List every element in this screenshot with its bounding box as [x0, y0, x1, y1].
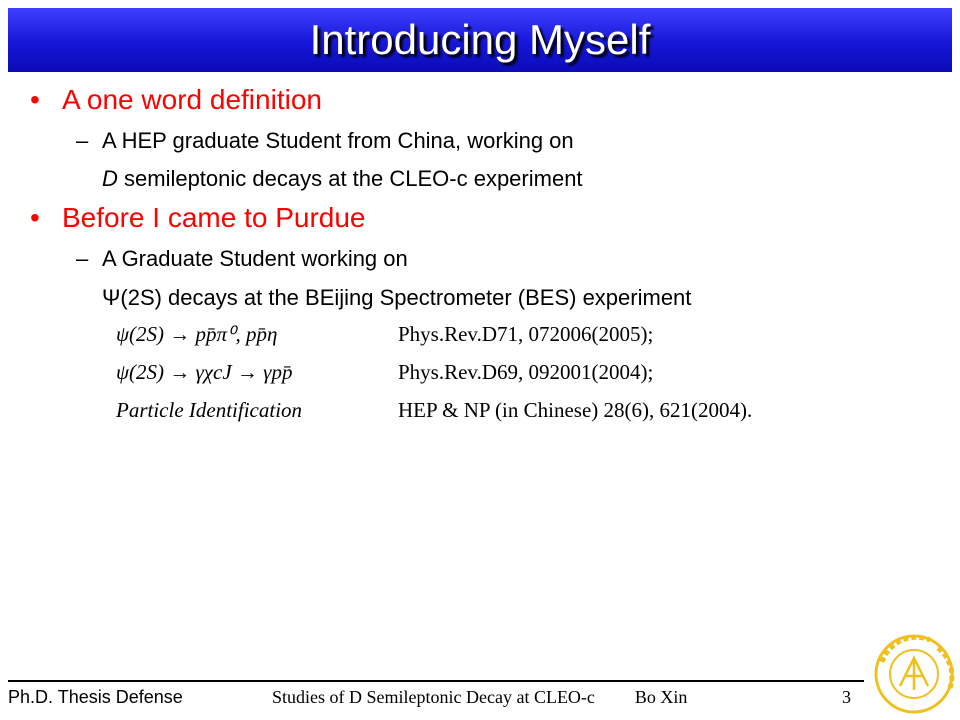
sub-bullet-2-continuation: Ψ(2S) decays at the BEijing Spectrometer (BES) experiment: [102, 285, 692, 310]
slide-title: Introducing Myself: [309, 16, 651, 63]
purdue-university-seal-icon: [872, 632, 956, 716]
reference-formula: ψ(2S) → pp̄π⁰, pp̄η: [116, 322, 278, 346]
footer-talk-title: [272, 687, 687, 708]
reference-row: [116, 322, 836, 360]
footer-title-text: Studies of D Semileptonic Decay at CLEO-c: [272, 687, 595, 707]
reference-citation: Phys.Rev.D71, 072006(2005);: [398, 322, 654, 346]
dash-marker: –: [76, 128, 89, 153]
footer-author: Bo Xin: [634, 687, 688, 707]
bullet-1-text: A one word definition: [62, 84, 322, 115]
slide-number: 3: [842, 687, 851, 707]
d-meson-symbol: D: [102, 166, 118, 191]
bullet-1: [30, 84, 322, 116]
sub-bullet-1: [76, 128, 574, 154]
footer-event: Ph.D. Thesis Defense: [8, 687, 183, 707]
sub-bullet-2: [76, 246, 408, 272]
bullet-2: [30, 202, 366, 234]
bullet-2-text: Before I came to Purdue: [62, 202, 366, 233]
reference-citation: Phys.Rev.D69, 092001(2004);: [398, 360, 654, 384]
title-bar: [8, 8, 952, 72]
reference-citation: HEP & NP (in Chinese) 28(6), 621(2004).: [398, 398, 753, 422]
sub-bullet-1-continuation: [102, 166, 583, 192]
reference-row: [116, 360, 836, 398]
footer-divider: [8, 680, 864, 682]
sub-bullet-1-text: A HEP graduate Student from China, working on: [102, 128, 574, 153]
sub-bullet-2-text: A Graduate Student working on: [102, 246, 408, 271]
continuation-text: semileptonic decays at the CLEO-c experiment: [117, 166, 583, 191]
bullet-marker: •: [30, 202, 40, 233]
reference-formula: Particle Identification: [116, 398, 303, 422]
bullet-marker: •: [30, 84, 40, 115]
reference-row: [116, 398, 836, 436]
dash-marker: –: [76, 246, 89, 271]
reference-formula: ψ(2S) → γχcJ → γpp̄: [116, 360, 293, 384]
reference-list: [116, 322, 836, 436]
